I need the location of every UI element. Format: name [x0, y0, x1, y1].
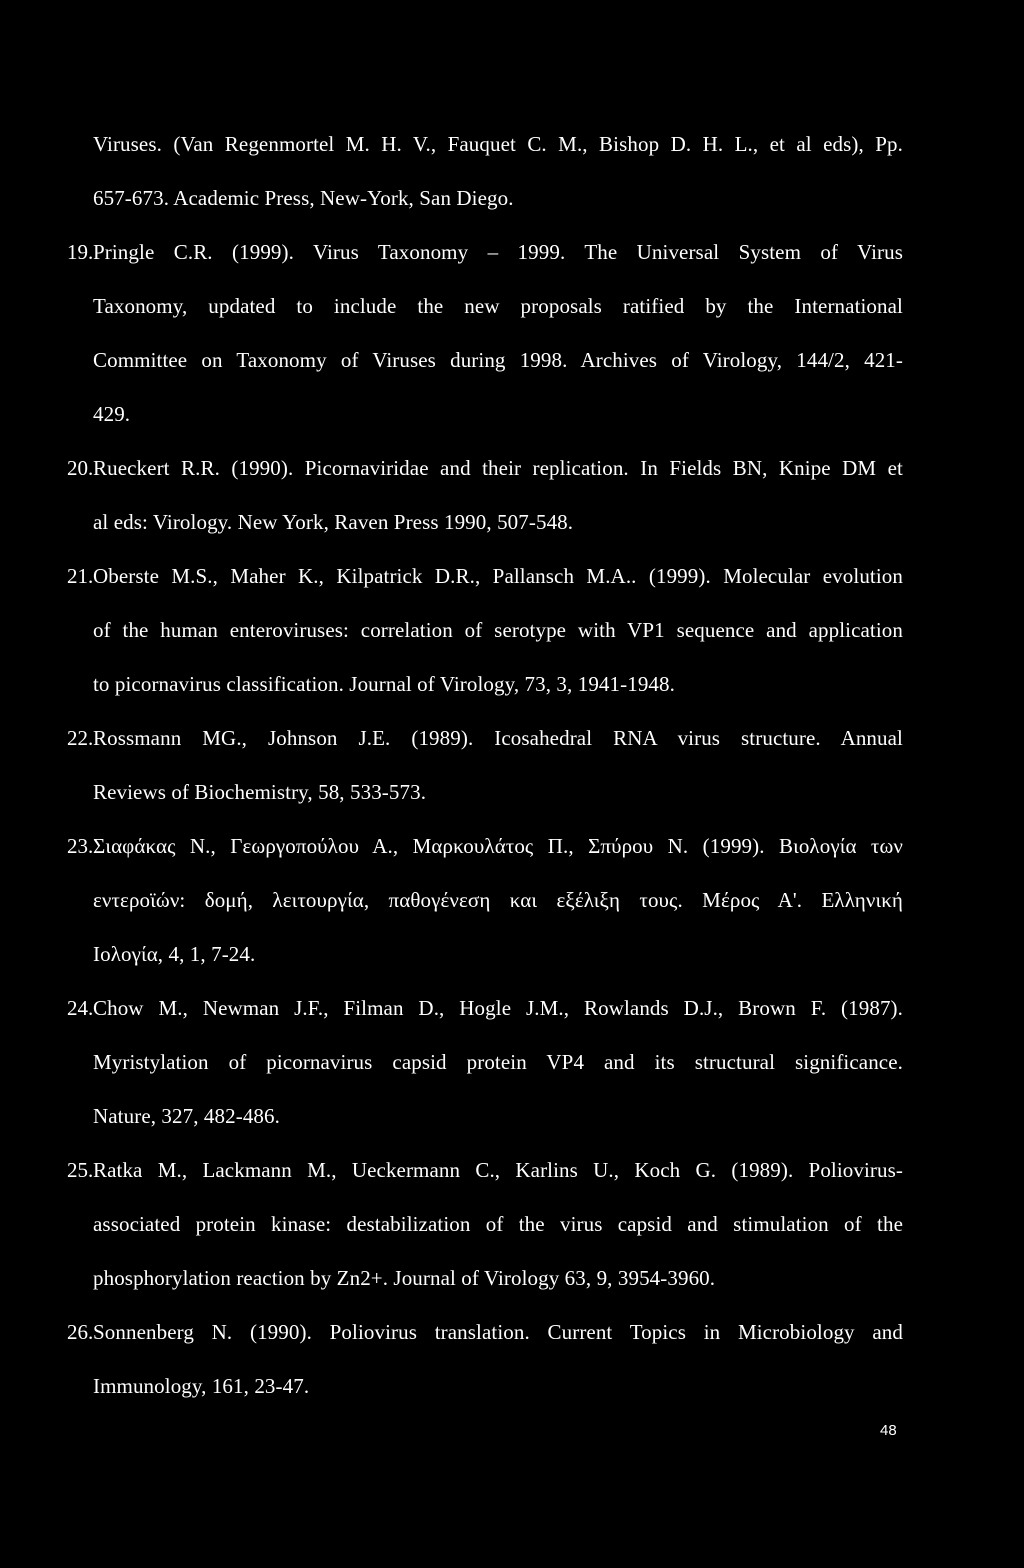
reference-line: Rossmann MG., Johnson J.E. (1989). Icosahedral RNA virus structure. Annual: [93, 726, 903, 750]
reference-number: 19.: [67, 240, 94, 264]
reference-line: Sonnenberg N. (1990). Poliovirus translation. Current Topics in Microbiology and: [93, 1320, 903, 1344]
reference-line: Immunology, 161, 23-47.: [93, 1374, 310, 1398]
reference-line: Nature, 327, 482-486.: [93, 1104, 280, 1128]
reference-line: Myristylation of picornavirus capsid protein VP4 and its structural significance.: [93, 1050, 903, 1074]
reference-number: 24.: [67, 996, 94, 1020]
reference-number: 26.: [67, 1320, 94, 1344]
reference-line: 429.: [93, 402, 131, 426]
continuation-line: Viruses. (Van Regenmortel M. H. V., Fauquet C. M., Bishop D. H. L., et al eds), Pp.: [93, 132, 903, 156]
reference-line: Σιαφάκας Ν., Γεωργοπούλου Α., Μαρκουλάτος Π., Σπύρου Ν. (1999). Βιολογία των: [93, 834, 903, 858]
reference-line: Chow M., Newman J.F., Filman D., Hogle J.M., Rowlands D.J., Brown F. (1987).: [93, 996, 903, 1020]
reference-line: Taxonomy, updated to include the new proposals ratified by the International: [93, 294, 903, 318]
reference-line: Oberste M.S., Maher K., Kilpatrick D.R., Pallansch M.A.. (1999). Molecular evolution: [93, 564, 903, 588]
reference-line: Reviews of Biochemistry, 58, 533-573.: [93, 780, 427, 804]
reference-line: εντεροϊών: δομή, λειτουργία, παθογένεση και εξέλιξη τους. Μέρος Α'. Ελληνική: [93, 888, 903, 912]
reference-line: Committee on Taxonomy of Viruses during 1998. Archives of Virology, 144/2, 421-: [93, 348, 903, 372]
reference-line: Ιολογία, 4, 1, 7-24.: [93, 942, 256, 966]
reference-line: Pringle C.R. (1999). Virus Taxonomy – 1999. The Universal System of Virus: [93, 240, 903, 264]
reference-line: associated protein kinase: destabilization of the virus capsid and stimulation of the: [93, 1212, 903, 1236]
reference-number: 23.: [67, 834, 94, 858]
reference-line: al eds: Virology. New York, Raven Press 1990, 507-548.: [93, 510, 574, 534]
reference-line: Ratka M., Lackmann M., Ueckermann C., Karlins U., Koch G. (1989). Poliovirus-: [93, 1158, 903, 1182]
reference-number: 22.: [67, 726, 94, 750]
reference-line: phosphorylation reaction by Zn2+. Journal of Virology 63, 9, 3954-3960.: [93, 1266, 716, 1290]
reference-number: 20.: [67, 456, 94, 480]
reference-line: of the human enteroviruses: correlation of serotype with VP1 sequence and application: [93, 618, 903, 642]
page-number: 48: [880, 1422, 897, 1439]
reference-line: Rueckert R.R. (1990). Picornaviridae and their replication. In Fields BN, Knipe DM et: [93, 456, 903, 480]
reference-number: 21.: [67, 564, 94, 588]
reference-line: to picornavirus classification. Journal of Virology, 73, 3, 1941-1948.: [93, 672, 675, 696]
continuation-line: 657-673. Academic Press, New-York, San Diego.: [93, 186, 514, 210]
reference-number: 25.: [67, 1158, 94, 1182]
